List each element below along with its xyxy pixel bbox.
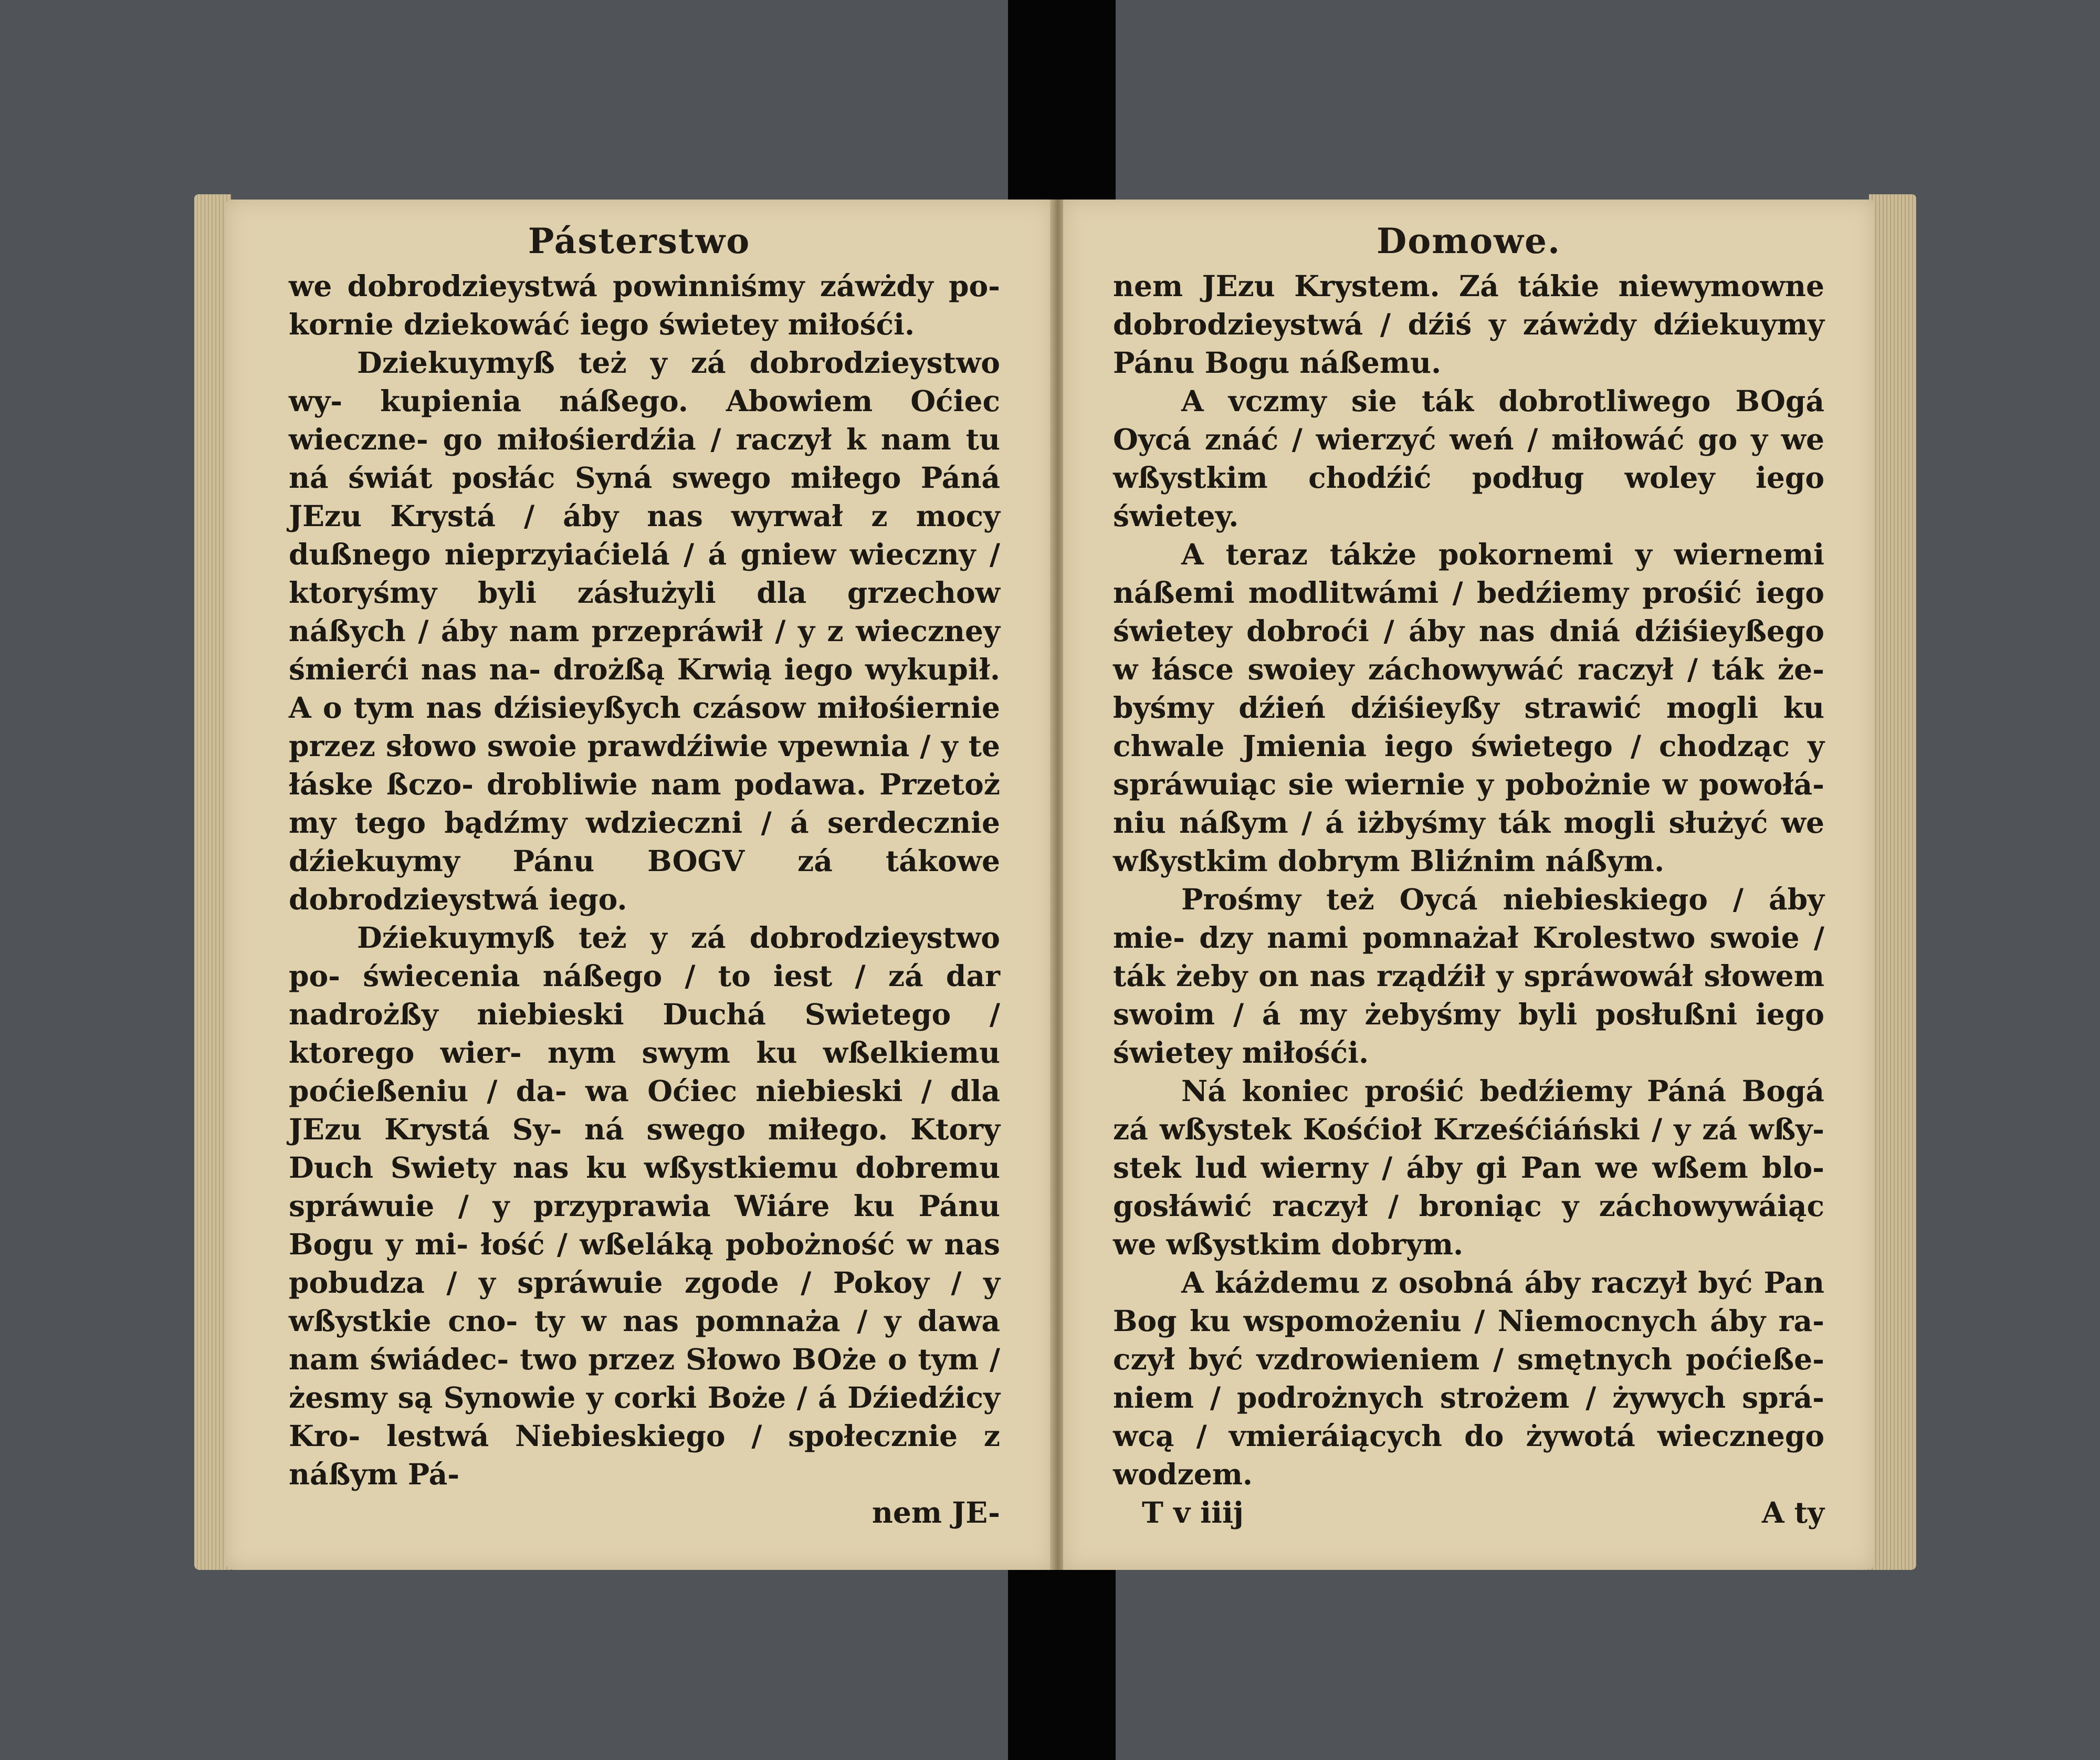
- right-paragraph-2: A vczmy sie ták dobrotliwego BOgá Oycá znáć / wierzyć weń / miłowáć go y we wßystkim chodźić podług woley iego świetey.: [1113, 384, 1824, 533]
- right-paragraph-1: nem JEzu Krystem. Zá tákie niewymowne dobrodzieystwá / dźiś y záwżdy dźiekuymy Pánu Bogu náßemu.: [1113, 269, 1824, 380]
- left-catchword: nem JE-: [872, 1495, 1000, 1529]
- left-paragraph-2: Dziekuymyß też y zá dobrodzieystwo wy- kupienia náßego. Abowiem Oćiec wieczne- go miłośierdźia / raczył k nam tu ná świát posłác Syná swego miłego Páná JEzu Krystá / áby nas wyrwał z mocy dußnego nieprzyiaćielá / á gniew wieczny / ktoryśmy byli zásłużyli dla grzechow náßych / áby nam przepráwił / y z wieczney śmierći nas na- drożßą Krwią iego wykupił. A o tym nas dźisieyßych czásow miłośiernie przez słowo swoie prawdźiwie vpewnia / y te łáske ßczo- drobliwie nam podawa. Przetoż my tego bądźmy wdzieczni / á serdecznie dźiekuymy Pánu BOGV zá tákowe dobrodzieystwá iego.: [289, 345, 1000, 916]
- right-catchline: [1063, 1493, 1874, 1532]
- left-paragraph-1: we dobrodzieystwá powinniśmy záwżdy po- kornie dziekowáć iego świetey miłośći.: [289, 269, 1000, 341]
- right-paragraph-5: Ná koniec prośić bedźiemy Páná Bogá zá wßystek Kośćioł Krześćiáński / y zá wßy- stek lud wierny / áby gi Pan we wßem blo- gosłáwić raczył / broniąc y záchowywáiąc we wßystkim dobrym.: [1113, 1074, 1824, 1261]
- right-paragraph-3: A teraz tákże pokornemi y wiernemi náßemi modlitwámi / bedźiemy prośić iego świetey dobroći / áby nas dniá dźiśieyßego w łásce swoiey záchowywáć raczył / ták że- byśmy dźień dźiśieyßy strawić mogli ku chwale Jmienia iego świetego / chodząc y spráwuiąc sie wiernie y pobożnie w powołá- niu náßym / á iżbyśmy ták mogli służyć we wßystkim dobrym Bliźnim náßym.: [1113, 537, 1824, 878]
- page-edges-right: [1869, 194, 1916, 1570]
- left-paragraph-3: Dźiekuymyß też y zá dobrodzieystwo po- świecenia náßego / to iest / zá dar nadrożßy niebieski Duchá Swietego / ktorego wier- nym swym ku wßelkiemu poćießeniu / da- wa Oćiec niebieski / dla JEzu Krystá Sy- ná swego miłego. Ktory Duch Swiety nas ku wßystkiemu dobremu spráwuie / y przyprawia Wiáre ku Pánu Bogu y mi- łość / wßeláką pobożność w nas pobudza / y spráwuie zgode / Pokoy / y wßystkie cno- ty w nas pomnaża / y dawa nam świádec- two przez Słowo BOże o tym / żesmy są Synowie y corki Boże / á Dźiedźicy Kro- lestwá Niebieskiego / społecznie z náßym Pá-: [289, 920, 1000, 1491]
- left-running-head: Pásterstwo: [528, 221, 751, 261]
- left-text-block: [226, 267, 1053, 1493]
- right-signature-mark: T v iiij: [1142, 1495, 1244, 1529]
- right-paragraph-4: Prośmy też Oycá niebieskiego / áby mie- dzy nami pomnażał Krolestwo swoie / ták żeby on nas rządźił y spráwowáł słowem swoim / á my żebyśmy byli posłußni iego świetey miłośći.: [1113, 882, 1824, 1070]
- right-running-head: Domowe.: [1377, 221, 1561, 261]
- right-text-block: [1063, 267, 1874, 1493]
- left-page: [226, 200, 1053, 1570]
- right-paragraph-6: A káżdemu z osobná áby raczył być Pan Bog ku wspomożeniu / Niemocnych áby ra- czył być vzdrowieniem / smętnych poćieße- niem / podrożnych strożem / żywych sprá- wcą / vmieráiących do żywotá wiecznego wodzem.: [1113, 1265, 1824, 1491]
- left-catchline: [226, 1493, 1053, 1532]
- right-catchword: A ty: [1761, 1495, 1824, 1529]
- open-book: [189, 189, 1916, 1596]
- right-page: [1063, 200, 1874, 1570]
